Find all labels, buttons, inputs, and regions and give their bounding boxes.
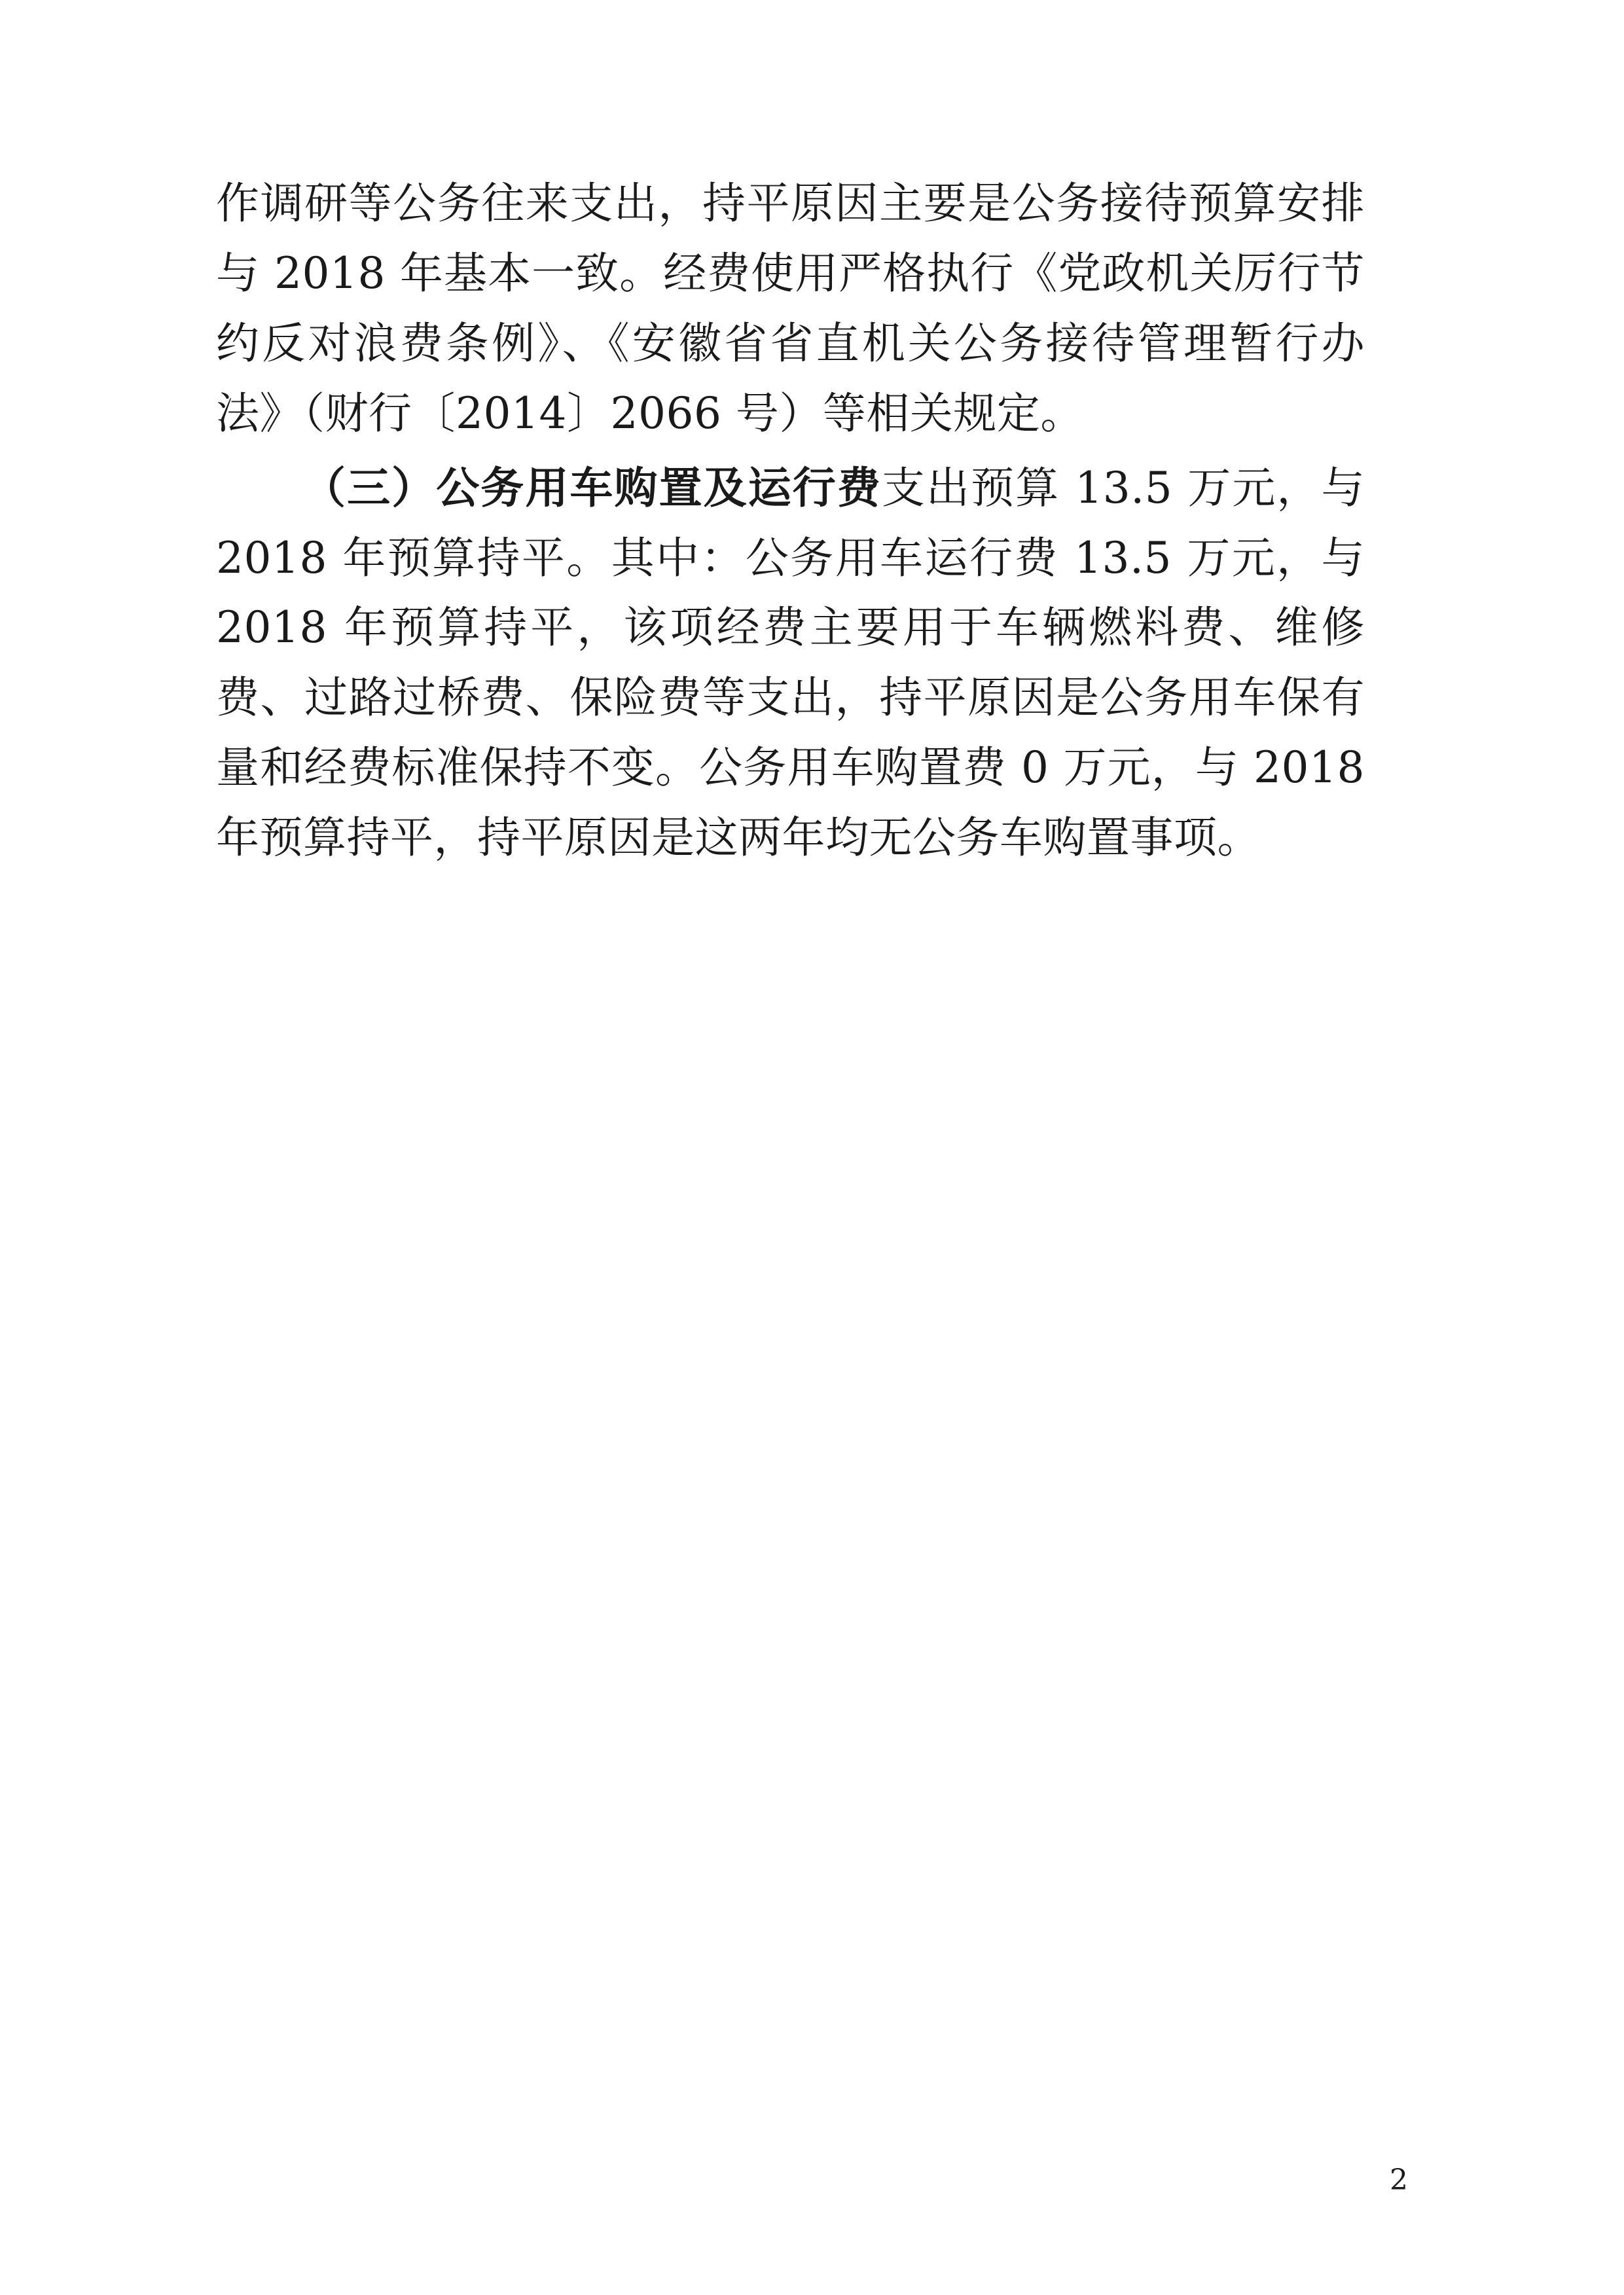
paragraph-text: 支出预算 13.5 万元，与 2018 年预算持平。其中：公务用车运行费 13.5 万元，与 2018 年预算持平，该项经费主要用于车辆燃料费、维修费、过路过桥费、保险费等支出，持平原因是公务用车保有量和经费标准保持不变。公务用车购置费 0 万元，与 2018 年预算持平，持平原因是这两年均无公务车购置事项。 bbox=[216, 462, 1365, 863]
paragraph-text: 作调研等公务往来支出，持平原因主要是公务接待预算安排与 2018 年基本一致。经费使用严格执行《党政机关厉行节约反对浪费条例》、《安徽省省直机关公务接待管理暂行办法》（财行〔2014〕2066 号）等相关规定。 bbox=[216, 178, 1365, 439]
page-number: 2 bbox=[1390, 2163, 1408, 2197]
paragraph-section-three bbox=[216, 453, 1365, 873]
paragraph-continuation bbox=[216, 169, 1365, 449]
section-heading-inline: （三）公务用车购置及运行费 bbox=[302, 461, 882, 513]
page-body bbox=[216, 169, 1365, 873]
